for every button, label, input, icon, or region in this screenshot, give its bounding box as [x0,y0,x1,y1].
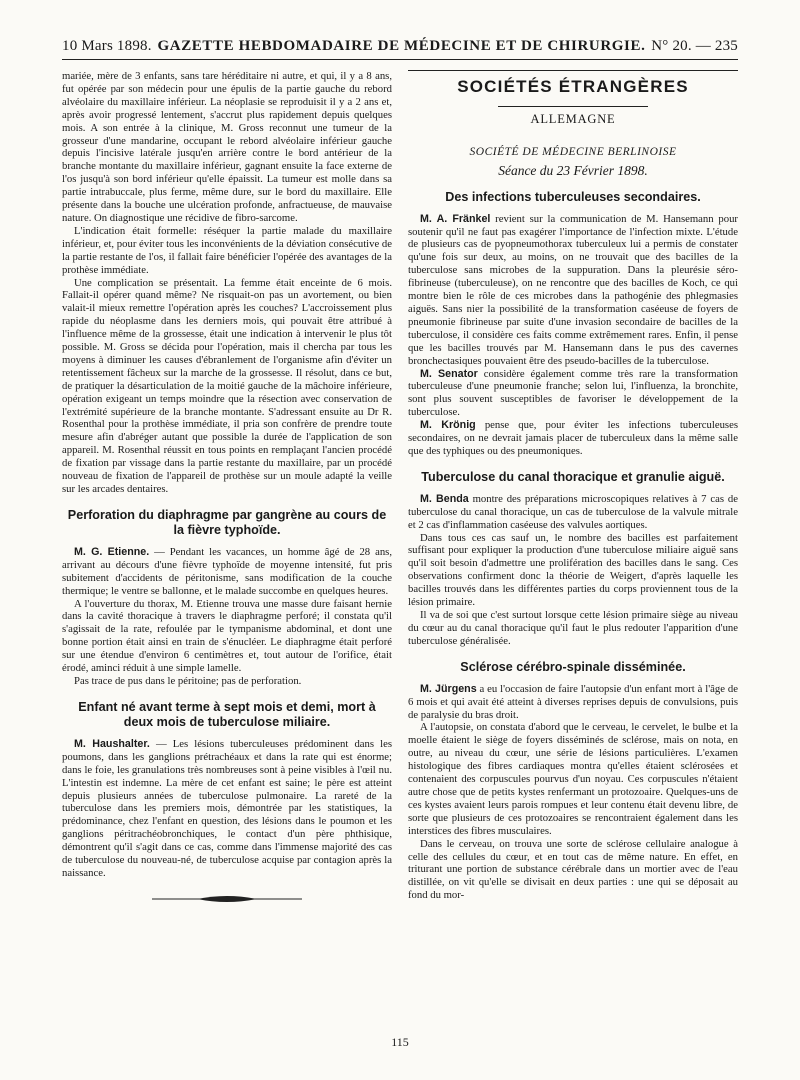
body-paragraph: a eu l'occasion de faire l'autopsie d'un enfant mort à l'âge de 6 mois et qui avait été atteint à diverses reprises depuis de convulsions, puis de paralysie du bras droit. [408,682,738,721]
section-title: SOCIÉTÉS ÉTRANGÈRES [457,77,689,96]
body-paragraph: pense que, pour éviter les infections tuberculeuses secondaires, on ne devrait jamais placer de tuberculeux dans la même salle que des typhiques ou des pneumoniques. [408,419,738,457]
body-paragraph: mariée, mère de 3 enfants, sans tare héréditaire ni autre, et qui, il y a 8 ans, fut opérée par son médecin pour une épulis de la partie gauche du rebord alvéolaire du maxillaire inférieur. La néoplasie se reproduisit il y a 2 ans et, après avoir progressé lentement, s'accrut plus rapidement depuis quelques mois. A son entrée à la clinique, M. Gross reconnut une tumeur de la grosseur d'une mandarine, occupant le rebord alvéolaire inférieur gauche depuis l'incisive latérale jusqu'en arrière contre le bord antérieur de la branche montante du maxillaire inférieur, gagnant ensuite la face externe de l'os jusqu'à son bord inférieur qu'elle épaissit. La tumeur est molle dans sa partie intrabuccale, plus ferme, même dure, sur le bord du maxillaire. Elle présente dans la bouche une ulcération profonde, anfractueuse, de mauvaise nature. On diagnostique une récidive de fibro-sarcome. [62,70,392,224]
speaker-name: M. Senator [420,367,478,380]
section-header [408,70,738,178]
body-paragraph: considère également comme très rare la transformation tuberculeuse d'une pneumonie franche; selon lui, l'influenza, la bronchite, sont plus souvent susceptibles de favoriser le développement de la tuberculose. [408,367,738,419]
right-column [408,70,738,904]
header-date: 10 Mars 1898. [62,38,152,54]
body-paragraph: revient sur la communication de M. Hansemann pour soutenir qu'il ne faut pas exagérer l'importance de l'infection mixte. L'étude de plusieurs cas de pyopneumothorax tuberculeux lui a permis de constater qu'une fois sur deux, au moins, on ne trouvait que des bacilles de la tuberculose sans microbes de la suppuration. Dans la pleurésie séro-fibrineuse (tuberculeuse), on ne rencontre que des bacilles de Koch, ce qui montre bien le rôle de ces microbes dans la pathogénie des phlegmasies aiguës. Sans nier la possibilité de la transformation caséeuse de foyers de pneumonie fibrineuse par suite d'une invasion secondaire de bacilles de la tuberculose, il considère ces faits comme extrêmement rares. Enfin, il pense que les bacilles trouvés par M. Hansemann dans le pus des cavernes bronchectasiques pouvaient être des pseudo-bacilles de la tuberculose. [408,212,738,367]
speaker-name: M. Krönig [420,419,476,432]
speaker-name: M. G. Etienne. [74,545,150,558]
article-heading-perforation: Perforation du diaphragme par gangrène au cours de la fièvre typhoïde. [67,507,387,537]
body-paragraph: Pas trace de pus dans le péritoine; pas de perforation. [74,674,302,687]
body-paragraph: A l'ouverture du thorax, M. Etienne trouva une masse dure faisant hernie dans la cavité thoracique à travers le diaphragme perforé; il constata qu'il s'agissait de la rate, refoulée par le tympanisme abdominal, et dont une bonne portion était ainsi en train de s'énucléer. Le diaphragme était perforé sur une étendue d'environ 6 centimètres et, tout autour de l'orifice, était érodé, aminci réduit à une simple lamelle. [62,597,392,675]
article-heading-sclerose: Sclérose cérébro-spinale disséminée. [460,659,686,674]
body-paragraph: — Pendant les vacances, un homme âgé de 28 ans, arrivant au décours d'une fièvre typhoïde de moyenne intensité, fut pris subitement d'accidents de péritonisme, sans modification de la couche thermique; le ventre se ballonne, et le malade succombe en quelques heures. [62,545,392,597]
speaker-name: M. Haushalter. [74,737,150,750]
speaker-name: M. Benda [420,492,469,505]
society-name: SOCIÉTÉ DE MÉDECINE BERLINOISE [469,145,677,158]
article-heading-infections: Des infections tuberculeuses secondaires. [445,189,701,204]
end-ornament [62,894,392,904]
speaker-name: M. A. Fränkel [420,212,491,225]
body-paragraph: Dans le cerveau, on trouva une sorte de sclérose cellulaire analogue à celle des cellules du cœur, et en tout cas de même nature. En effet, en triturant une portion de substance cérébrale dans un mortier avec de l'eau distillée, on vit qu'elle se divisait en deux parties : une qui se déposait au fond du mor- [408,837,738,902]
article-heading-enfant: Enfant né avant terme à sept mois et demi, mort à deux mois de tuberculose miliaire. [78,699,376,729]
body-paragraph: Une complication se présentait. La femme était enceinte de 6 mois. Fallait-il opérer quand même? Ne risquait-on pas un avortement, ou bien valait-il mieux remettre l'opération après les couches? L'accroissement plus rapide du néoplasme dans les derniers mois, qui pouvait être attribué à l'influence même de la grossesse, était une indication à intervenir le plus tôt possible. M. Gross se décida pour l'opération, mais il chercha par tous les moyens à diminuer les causes d'ébranlement de l'organisme afin d'éviter un retentissement fâcheux sur la marche de la grossesse. Il résolut, dans ce but, de pratiquer la désarticulation de la moitié gauche de la mâchoire inférieure, opération exigeant un temps moindre que la résection avec conservation de l'extrémité supérieure de la branche montante. S'adressant ensuite au Dr R. Rosenthal pour la prothèse immédiate, il pria son confrère de prendre toute mesure afin d'abréger autant que possible la durée de l'application de son appareil. M. Rosenthal réussit en tous points en remplaçant l'ancien procédé de fixation par vissage dans la partie restante du maxillaire, par un procédé nouveau de fixation de l'appareil de prothèse sur un moule adapté la veille sur les arcades dentaires. [62,276,392,495]
body-paragraph: A l'autopsie, on constata d'abord que le cerveau, le cervelet, le bulbe et la moelle étaient le siège de foyers disséminés de sclérose, mais on nota, en outre, au niveau du cœur, une série de lésions particulières. L'examen histologique des fibres cardiaques montra qu'elles étaient sclérosées et contenaient des corpuscules pourvus d'un noyau. Ces corpuscules n'étaient autre chose que de petits kystes renfermant un protozoaire. Quelques-uns de ces kystes avaient leurs parois rompues et leur contenu était devenu libre, de sorte que plusieurs de ces protozoaires se rencontraient également dans les interstices des fibres musculaires. [408,721,738,837]
header-page-number: N° 20. — 235 [651,38,738,54]
session-date: Séance du 23 Février 1898. [498,162,648,178]
body-paragraph: — Les lésions tuberculeuses prédominent dans les poumons, dans les ganglions prétrachéaux et dans la rate qui est énorme; dans le foie, les granulations très nombreuses sont à peine visibles à l'œil nu. L'intestin est indemne. La mère de cet enfant est saine; le père est atteint depuis plusieurs années de tuberculose pulmonaire. La rareté de la tuberculose dans les premiers mois, démontrée par les statistiques, la prédominance, chez l'enfant en question, des lésions dans le poumon et les ganglions péritrachéobronchiques, le contact d'un père phthisique, démontrent qu'il s'agit dans ce cas, comme dans l'immense majorité des cas de tuberculose du nouveau-né, de tuberculose acquise par contagion après la naissance. [62,737,392,879]
body-paragraph: montre des préparations microscopiques relatives à 7 cas de tuberculose du canal thoracique, un cas de tuberculose de la valvule mitrale et 2 cas d'inflammation caséeuse des valvules aortiques. [408,492,738,531]
running-header [62,38,738,60]
body-paragraph: Dans tous ces cas sauf un, le nombre des bacilles est parfaitement suffisant pour expliquer la production d'une tuberculose miliaire aiguë sans qu'il soit besoin d'admettre une prolifération des bacilles dans le sang. Ces observations confirment donc la théorie de Weigert, d'après laquelle les bacilles trouvés dans les différentes parties du corps proviennent tous de la lésion primaire. [408,531,738,609]
folio-number: 115 [391,1035,409,1049]
header-journal-title: GAZETTE HEBDOMADAIRE DE MÉDECINE ET DE CHIRURGIE. [157,38,646,54]
left-column [62,70,392,904]
article-heading-tuberculose: Tuberculose du canal thoracique et granulie aiguë. [421,469,725,484]
body-paragraph: L'indication était formelle: réséquer la partie malade du maxillaire inférieur, et, pour éviter tous les inconvénients de la déviation consécutive de la partie restante de l'os, il fallait faire bénéficier l'opérée des avantages de la prothèse immédiate. [62,224,392,276]
country-label: ALLEMAGNE [530,111,616,126]
speaker-name: M. Jürgens [420,682,477,695]
body-paragraph: Il va de soi que c'est surtout lorsque cette lésion primaire siège au niveau du cœur au du canal thoracique qu'il faut le plus redouter l'apparition d'une tuberculose généralisée. [408,609,738,647]
